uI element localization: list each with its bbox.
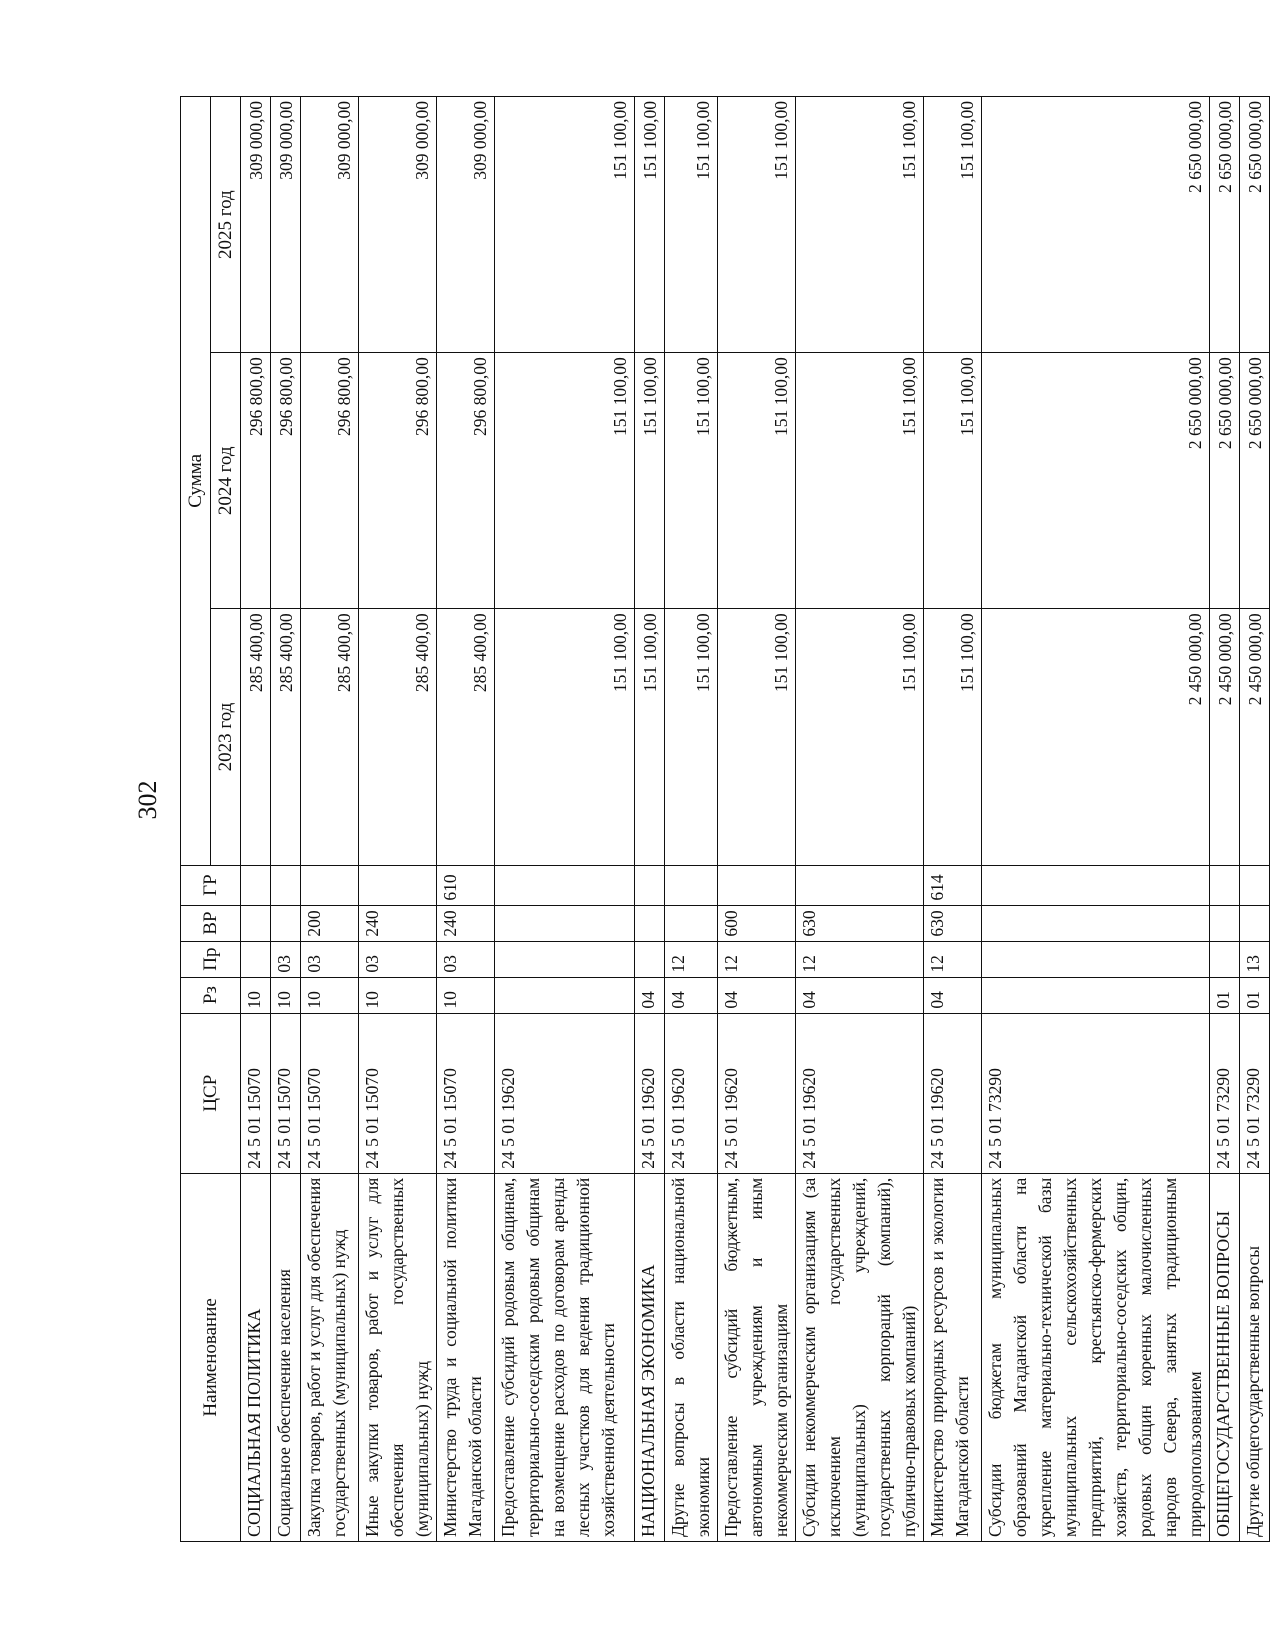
row-csr: 24 5 01 19620 (796, 1013, 924, 1173)
row-2023: 151 100,00 (495, 609, 635, 865)
row-name: Субсидии некоммерческим организациям (за исключением государственных (муниципальных) учреждений, государственных корпораций (компаний), публично-правовых компаний) (796, 1173, 924, 1541)
row-csr: 24 5 01 15070 (241, 1013, 271, 1173)
row-2024: 296 800,00 (359, 353, 437, 609)
row-vr (982, 905, 1210, 941)
row-pr: 12 (718, 941, 796, 977)
row-2025: 309 000,00 (437, 97, 495, 353)
row-2023: 285 400,00 (359, 609, 437, 865)
row-rz (982, 977, 1210, 1013)
table-row (1210, 97, 1240, 1542)
row-2023: 2 450 000,00 (1240, 609, 1270, 865)
row-2024: 151 100,00 (495, 353, 635, 609)
header-sum: Сумма (181, 97, 211, 866)
row-2025: 2 650 000,00 (1210, 97, 1240, 353)
row-2025: 2 650 000,00 (982, 97, 1210, 353)
table-row (718, 97, 796, 1542)
row-gr (796, 865, 924, 905)
row-name: Предоставление субсидий родовым общинам, территориально-соседским родовым общинам на возмещение расходов по договорам аренды лесных участков для ведения традиционной хозяйственной деятельности (495, 1173, 635, 1541)
row-rz: 10 (437, 977, 495, 1013)
row-csr: 24 5 01 19620 (495, 1013, 635, 1173)
row-name: Иные закупки товаров, работ и услуг для обеспечения государственных (муниципальных) нужд (359, 1173, 437, 1541)
page-number-text: 302 (133, 780, 162, 820)
row-2025: 151 100,00 (635, 97, 665, 353)
row-2025: 309 000,00 (271, 97, 301, 353)
row-pr: 13 (1240, 941, 1270, 977)
table-row (241, 97, 271, 1542)
row-2025: 309 000,00 (301, 97, 359, 353)
row-2024: 296 800,00 (301, 353, 359, 609)
row-2025: 2 650 000,00 (1240, 97, 1270, 353)
row-2025: 151 100,00 (924, 97, 982, 353)
table-row (1240, 97, 1270, 1542)
row-csr: 24 5 01 15070 (271, 1013, 301, 1173)
table-row (359, 97, 437, 1542)
row-pr: 03 (301, 941, 359, 977)
row-gr (271, 865, 301, 905)
row-name: СОЦИАЛЬНАЯ ПОЛИТИКА (241, 1173, 271, 1541)
table-row (796, 97, 924, 1542)
row-csr: 24 5 01 15070 (437, 1013, 495, 1173)
budget-table (180, 96, 1270, 1542)
row-gr (982, 865, 1210, 905)
row-rz: 04 (665, 977, 718, 1013)
row-csr: 24 5 01 73290 (1240, 1013, 1270, 1173)
row-2023: 151 100,00 (924, 609, 982, 865)
row-name: Другие общегосударственные вопросы (1240, 1173, 1270, 1541)
table-row (665, 97, 718, 1542)
row-name: Закупка товаров, работ и услуг для обеспечения государственных (муниципальных) нужд (301, 1173, 359, 1541)
row-csr: 24 5 01 73290 (982, 1013, 1210, 1173)
row-2023: 2 450 000,00 (1210, 609, 1240, 865)
row-name: Министерство труда и социальной политики Магаданской области (437, 1173, 495, 1541)
row-vr: 200 (301, 905, 359, 941)
row-vr (1240, 905, 1270, 941)
budget-table-rotated (180, 96, 1265, 1542)
row-pr: 03 (359, 941, 437, 977)
row-2025: 151 100,00 (718, 97, 796, 353)
row-2025: 309 000,00 (241, 97, 271, 353)
row-gr: 610 (437, 865, 495, 905)
row-name: НАЦИОНАЛЬНАЯ ЭКОНОМИКА (635, 1173, 665, 1541)
table-row (635, 97, 665, 1542)
row-rz: 04 (718, 977, 796, 1013)
row-gr (241, 865, 271, 905)
header-name: Наименование (181, 1173, 241, 1541)
row-vr: 240 (359, 905, 437, 941)
row-2023: 285 400,00 (271, 609, 301, 865)
row-vr (241, 905, 271, 941)
row-name: Предоставление субсидий бюджетным, автономным учреждениям и иным некоммерческим организациям (718, 1173, 796, 1541)
row-pr (495, 941, 635, 977)
row-gr (359, 865, 437, 905)
table-row (301, 97, 359, 1542)
row-gr (1210, 865, 1240, 905)
row-pr (241, 941, 271, 977)
row-2025: 151 100,00 (796, 97, 924, 353)
row-csr: 24 5 01 73290 (1210, 1013, 1240, 1173)
row-2024: 296 800,00 (437, 353, 495, 609)
row-2024: 151 100,00 (796, 353, 924, 609)
row-rz: 04 (796, 977, 924, 1013)
row-vr: 600 (718, 905, 796, 941)
row-csr: 24 5 01 19620 (635, 1013, 665, 1173)
header-gr: ГР (181, 865, 241, 905)
row-gr (635, 865, 665, 905)
row-gr: 614 (924, 865, 982, 905)
table-row (982, 97, 1210, 1542)
row-vr: 240 (437, 905, 495, 941)
row-2025: 151 100,00 (495, 97, 635, 353)
row-name: Другие вопросы в области национальной экономики (665, 1173, 718, 1541)
row-2024: 296 800,00 (241, 353, 271, 609)
row-rz: 10 (241, 977, 271, 1013)
row-vr: 630 (924, 905, 982, 941)
header-2024: 2024 год (211, 353, 241, 609)
row-rz: 10 (359, 977, 437, 1013)
row-2024: 151 100,00 (635, 353, 665, 609)
row-vr (1210, 905, 1240, 941)
row-2024: 2 650 000,00 (1210, 353, 1240, 609)
row-vr (635, 905, 665, 941)
page-number (118, 760, 178, 840)
row-2025: 151 100,00 (665, 97, 718, 353)
row-vr (495, 905, 635, 941)
row-rz: 10 (271, 977, 301, 1013)
row-rz: 01 (1210, 977, 1240, 1013)
row-pr (1210, 941, 1240, 977)
row-2023: 285 400,00 (437, 609, 495, 865)
table-row (924, 97, 982, 1542)
row-pr: 03 (437, 941, 495, 977)
row-2023: 2 450 000,00 (982, 609, 1210, 865)
header-vr: ВР (181, 905, 241, 941)
row-rz: 10 (301, 977, 359, 1013)
row-csr: 24 5 01 19620 (665, 1013, 718, 1173)
header-2023: 2023 год (211, 609, 241, 865)
row-rz: 04 (924, 977, 982, 1013)
row-name: Субсидии бюджетам муниципальных образований Магаданской области на укрепление материально-технической базы муниципальных сельскохозяйственных предприятий, крестьянско-фермерских хозяйств, территориально-соседских общин, родовых общин коренных малочисленных народов Севера, занятых традиционным природопользованием (982, 1173, 1210, 1541)
row-2023: 285 400,00 (301, 609, 359, 865)
row-2023: 151 100,00 (635, 609, 665, 865)
table-row (271, 97, 301, 1542)
row-2024: 151 100,00 (665, 353, 718, 609)
row-vr (271, 905, 301, 941)
row-2024: 151 100,00 (924, 353, 982, 609)
row-vr: 630 (796, 905, 924, 941)
row-gr (495, 865, 635, 905)
table-body (241, 97, 1270, 1542)
table-row (437, 97, 495, 1542)
header-rz: Рз (181, 977, 241, 1013)
row-pr: 03 (271, 941, 301, 977)
row-gr (1240, 865, 1270, 905)
row-2024: 151 100,00 (718, 353, 796, 609)
row-2025: 309 000,00 (359, 97, 437, 353)
row-csr: 24 5 01 15070 (359, 1013, 437, 1173)
row-pr: 12 (796, 941, 924, 977)
row-pr: 12 (924, 941, 982, 977)
table-header (181, 97, 241, 1542)
row-pr (635, 941, 665, 977)
row-rz: 04 (635, 977, 665, 1013)
row-2024: 296 800,00 (271, 353, 301, 609)
row-2023: 285 400,00 (241, 609, 271, 865)
header-pr: Пр (181, 941, 241, 977)
header-2025: 2025 год (211, 97, 241, 353)
header-csr: ЦСР (181, 1013, 241, 1173)
row-rz (495, 977, 635, 1013)
row-pr: 12 (665, 941, 718, 977)
row-csr: 24 5 01 19620 (718, 1013, 796, 1173)
row-gr (301, 865, 359, 905)
row-name: Социальное обеспечение населения (271, 1173, 301, 1541)
row-csr: 24 5 01 15070 (301, 1013, 359, 1173)
row-gr (665, 865, 718, 905)
row-2023: 151 100,00 (796, 609, 924, 865)
row-2024: 2 650 000,00 (1240, 353, 1270, 609)
row-2024: 2 650 000,00 (982, 353, 1210, 609)
row-rz: 01 (1240, 977, 1270, 1013)
row-vr (665, 905, 718, 941)
row-csr: 24 5 01 19620 (924, 1013, 982, 1173)
row-pr (982, 941, 1210, 977)
row-2023: 151 100,00 (718, 609, 796, 865)
row-gr (718, 865, 796, 905)
row-name: Министерство природных ресурсов и экологии Магаданской области (924, 1173, 982, 1541)
row-name: ОБЩЕГОСУДАРСТВЕННЫЕ ВОПРОСЫ (1210, 1173, 1240, 1541)
row-2023: 151 100,00 (665, 609, 718, 865)
table-row (495, 97, 635, 1542)
